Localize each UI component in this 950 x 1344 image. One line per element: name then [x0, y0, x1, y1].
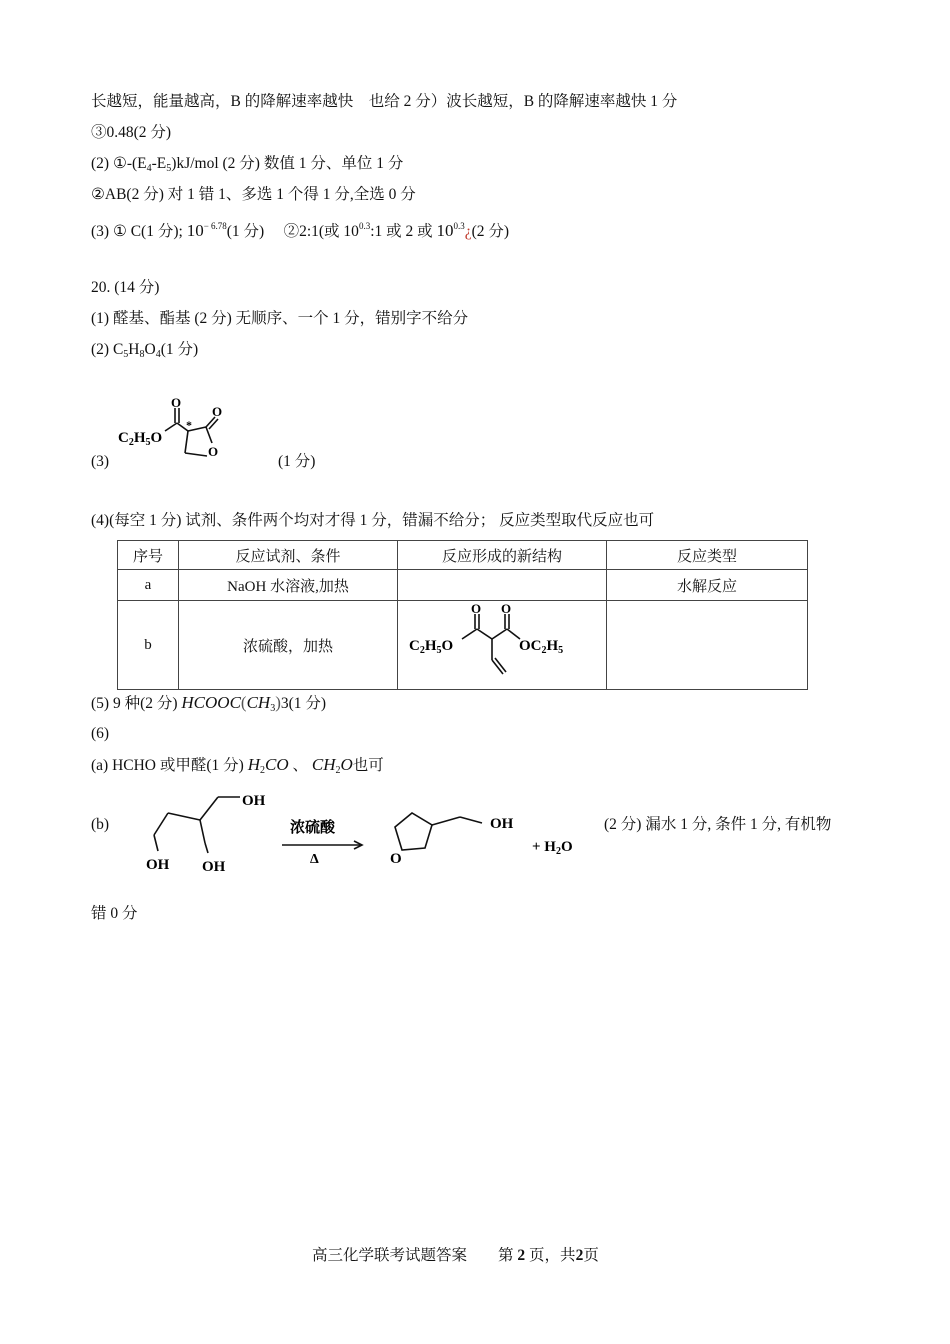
table-cell: a — [118, 570, 179, 601]
table-row — [118, 570, 808, 601]
svg-text:OH: OH — [490, 816, 514, 832]
table-cell — [398, 601, 607, 690]
answer-20-6b-cont: 错 0 分 — [91, 905, 138, 922]
svg-text:+ H2O: + $H_2O$ — [532, 839, 573, 857]
answer-20-2: (2) $C_5H_8O_4(1$ 分) — [91, 341, 199, 360]
answer-20-5: (5) 9 种(2 分) $HCOOC(CH_3)3(1$ 分) — [91, 693, 327, 714]
svg-text:O: O — [171, 395, 182, 410]
svg-text:OH: OH — [146, 857, 170, 873]
answer-20-4: (4)(每空 1 分) 试剂、条件两个均对才得 1 分，错漏不给分； 反应类型取代反应也可 — [91, 512, 655, 529]
triol-dehydration-reaction — [140, 785, 600, 880]
answer-20-6b-label: (b) — [91, 816, 110, 833]
svg-text:O: O — [390, 851, 402, 867]
svg-text:OH: OH — [242, 793, 266, 809]
answer-line-1: 长越短，能量越高，B 的降解速率越快 也给 2 分）波长越短，B 的降解速率越快 1 分 — [91, 93, 678, 110]
svg-text:O: O — [501, 602, 512, 616]
svg-text:*: * — [186, 418, 192, 432]
question-20-title: 20. (14 分) — [91, 279, 160, 296]
answer-line-5: (3) ① C(1 分); $10^{- 6.78}(1$ 分) ②2:1(或 $10^{0.3}:1$ 或 2 或 $10^{0.3}¿(2$ 分) — [91, 221, 510, 240]
svg-text:OC2H5: $OC_2H_5$ — [519, 638, 564, 656]
table-header: 序号 — [118, 541, 179, 570]
table-header: 反应试剂、条件 — [179, 541, 398, 570]
svg-text:C2H5O: $C_2H_5O$ — [409, 638, 454, 656]
svg-text:C2H5O: $C_2H_5O$ — [118, 430, 163, 448]
answer-20-6b-score: (2 分) 漏水 1 分, 条件 1 分, 有机物 — [604, 816, 832, 833]
answer-20-6a: (a) HCHO 或甲醛(1 分) $H_2CO$ 、 $CH_2O$也可 — [91, 755, 384, 776]
table-cell — [398, 570, 607, 601]
svg-text:OH: OH — [202, 859, 226, 875]
svg-text:O: O — [471, 602, 482, 616]
table-cell — [607, 601, 808, 690]
lactone-ester-structure — [115, 395, 245, 470]
answer-20-3-label: (3) — [91, 453, 110, 470]
answer-20-1: (1) 醛基、酯基 (2 分) 无顺序、一个 1 分，错别字不给分 — [91, 310, 469, 327]
svg-text:O: O — [212, 404, 223, 419]
svg-text:浓硫酸: 浓硫酸 — [290, 820, 336, 836]
answer-table — [117, 540, 808, 690]
table-cell: b — [118, 601, 179, 690]
diethyl-malonate-vinyl-structure — [407, 602, 597, 688]
table-header: 反应类型 — [607, 541, 808, 570]
page-footer: 高三化学联考试题答案 第 2 页，共2页 — [312, 1247, 599, 1264]
table-cell: 浓硫酸，加热 — [179, 601, 398, 690]
answer-20-6-title: (6) — [91, 725, 110, 742]
answer-line-3: (2) $①-(E_4-E_5)kJ$/mol (2 分) 数值 1 分、单位 1 分 — [91, 155, 404, 174]
table-cell: NaOH 水溶液,加热 — [179, 570, 398, 601]
table-row — [118, 601, 808, 690]
table-header: 反应形成的新结构 — [398, 541, 607, 570]
answer-line-2: ③0.48(2 分) — [91, 124, 172, 141]
svg-text:O: O — [208, 444, 219, 459]
svg-text:Δ: Δ — [310, 852, 319, 867]
table-cell: 水解反应 — [607, 570, 808, 601]
answer-line-4: ②AB(2 分) 对 1 错 1、多选 1 个得 1 分,全选 0 分 — [91, 186, 416, 203]
answer-20-3-score: (1 分) — [278, 453, 316, 470]
